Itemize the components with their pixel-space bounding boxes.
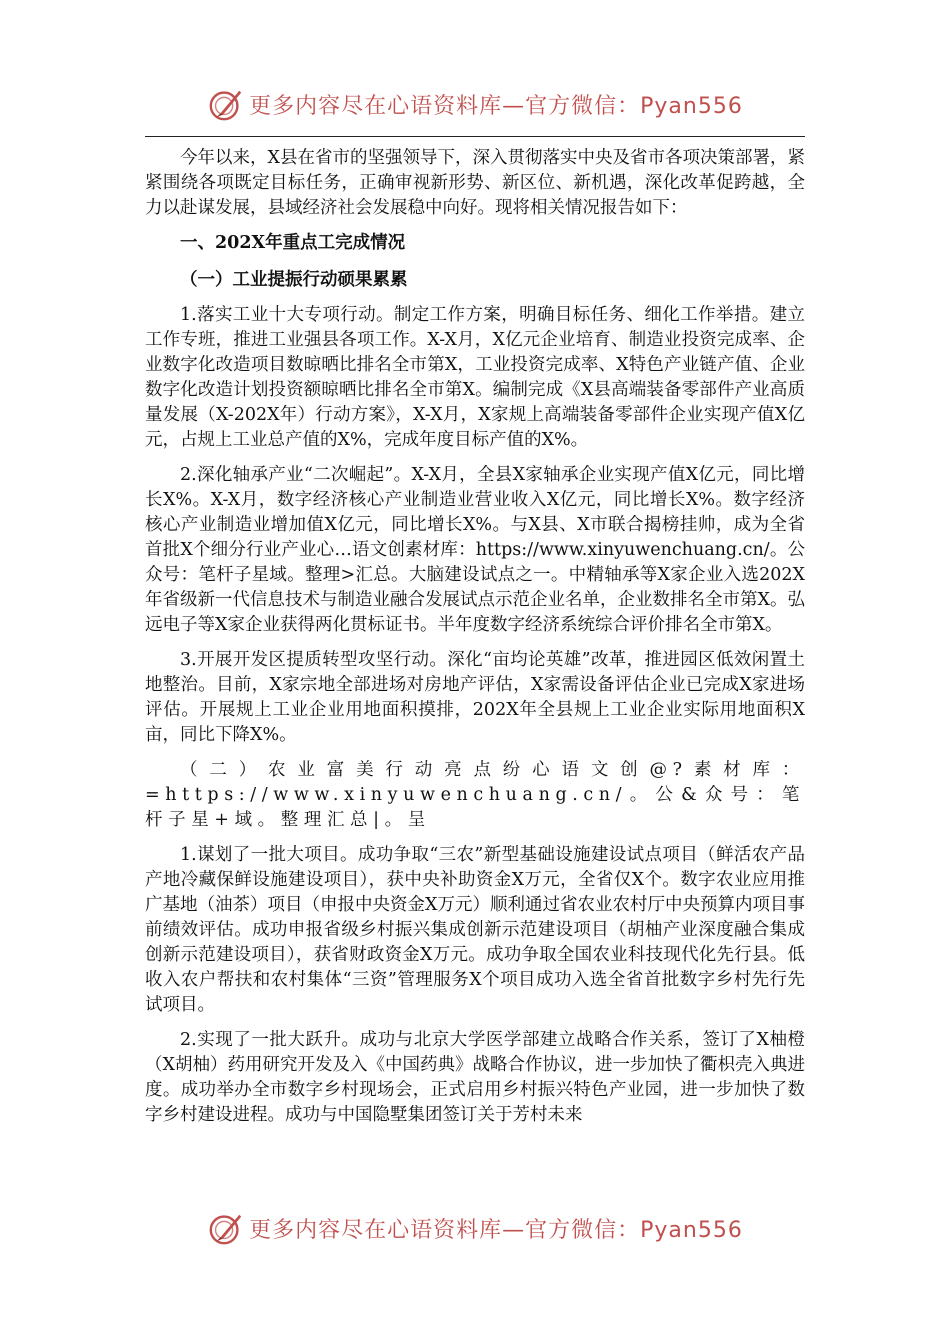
footer-banner-text: 更多内容尽在心语资料库—官方微信：Pyan556	[249, 1217, 743, 1243]
document-body	[145, 146, 805, 1138]
paragraph-industry-1: 1.落实工业十大专项行动。制定工作方案，明确目标任务、细化工作举措。建立工作专班，推进工业强县各项工作。X-X月，X亿元企业培育、制造业投资完成率、企业数字化改造项目数晾晒比排名全市第X，工业投资完成率、X特色产业链产值、企业数字化改造计划投资额晾晒比排名全市第X。编制完成《X县高端装备零部件产业高质量发展（X-202X年）行动方案》，X-X月，X家规上高端装备零部件企业实现产值X亿元，占规上工业总产值的X%，完成年度目标产值的X%。	[145, 305, 805, 450]
paragraph-industry-2: 2.深化轴承产业“二次崛起”。X-X月，全县X家轴承企业实现产值X亿元，同比增长X%。X-X月，数字经济核心产业制造业营业收入X亿元，同比增长X%。数字经济核心产业制造业增加值X亿元，同比增长X%。与X县、X市联合揭榜挂帅，成为全省首批X个细分行业产业心…语文创素材库：https://www.xinyuwenchuang.cn/。公众号：笔杆子星域。整理>汇总。大脑建设试点之一。中精轴承等X家企业入选202X年省级新一代信息技术与制造业融合发展试点示范企业名单，企业数排名全市第X。弘远电子等X家企业获得两化贯标证书。半年度数字经济系统综合评价排名全市第X。	[145, 465, 805, 635]
section-heading: 一、202X年重点工完成情况	[180, 233, 406, 253]
subsection-heading-agriculture: （二）农业富美行动亮点纷心语文创@?素材库：=https://www.xinyuwenchuang.cn/。公&众号：笔杆子星+域。整理汇总|。呈	[145, 760, 805, 830]
header-banner	[0, 82, 950, 126]
header-banner-text: 更多内容尽在心语资料库—官方微信：Pyan556	[249, 93, 743, 119]
subsection-heading-industry: （一）工业提振行动硕果累累	[180, 270, 408, 290]
paragraph-industry-3: 3.开展开发区提质转型攻坚行动。深化“亩均论英雄”改革，推进园区低效闲置土地整治。目前，X家宗地全部进场对房地产评估，X家需设备评估企业已完成X家进场评估。开展规上工业企业用地面积摸排，202X年全县规上工业企业实际用地面积X亩，同比下降X%。	[145, 650, 805, 745]
quill-pen-icon	[207, 1209, 245, 1247]
footer-banner	[0, 1206, 950, 1250]
header-divider	[145, 136, 805, 137]
paragraph-agriculture-2: 2.实现了一批大跃升。成功与北京大学医学部建立战略合作关系，签订了X柚橙（X胡柚）药用研究开发及入《中国药典》战略合作协议，进一步加快了衢枳壳入典进度。成功举办全市数字乡村现场会，正式启用乡村振兴特色产业园，进一步加快了数字乡村建设进程。成功与中国隐墅集团签订关于芳村未来	[145, 1030, 805, 1125]
quill-pen-icon	[207, 85, 245, 123]
paragraph-agriculture-1: 1.谋划了一批大项目。成功争取“三农”新型基础设施建设试点项目（鲜活农产品产地冷藏保鲜设施建设项目），获中央补助资金X万元，全省仅X个。数字农业应用推广基地（油茶）项目（申报中央资金X万元）顺利通过省农业农村厅中央预算内项目事前绩效评估。成功申报省级乡村振兴集成创新示范建设项目（胡柚产业深度融合集成创新示范建设项目），获省财政资金X万元。成功争取全国农业科技现代化先行县。低收入农户帮扶和农村集体“三资”管理服务X个项目成功入选全省首批数字乡村先行先试项目。	[145, 845, 805, 1015]
intro-paragraph: 今年以来，X县在省市的坚强领导下，深入贯彻落实中央及省市各项决策部署，紧紧围绕各项既定目标任务，正确审视新形势、新区位、新机遇，深化改革促跨越，全力以赴谋发展，县域经济社会发展稳中向好。现将相关情况报告如下：	[145, 148, 805, 218]
